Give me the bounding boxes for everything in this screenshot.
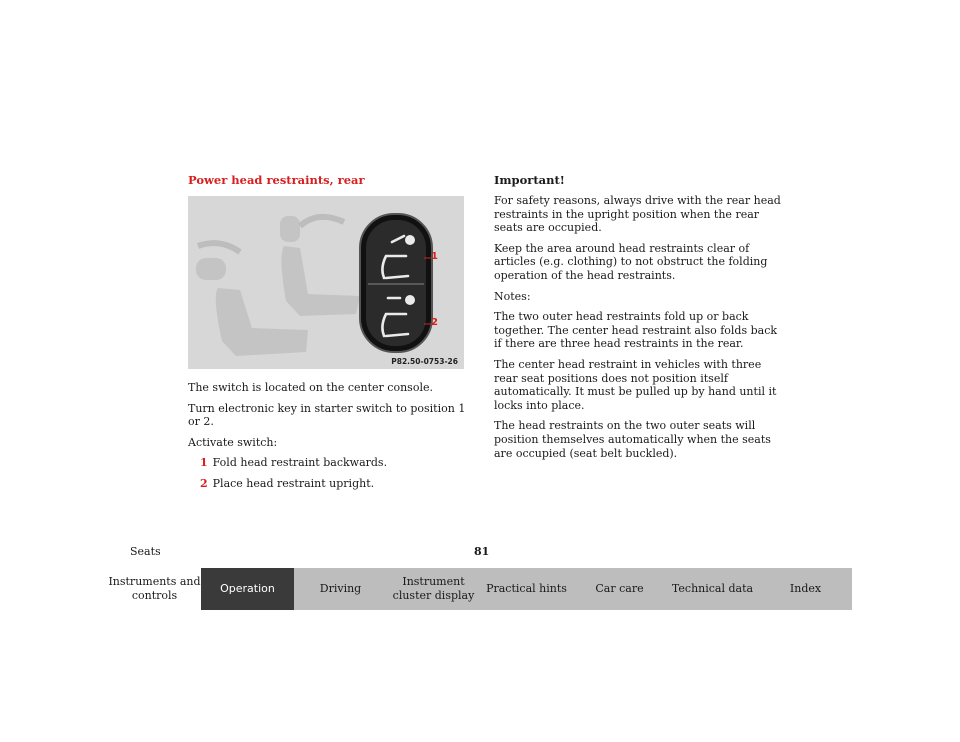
tab-instruments-and-controls[interactable] [108,568,201,610]
seat-illustration-icon [188,196,464,369]
step-number: 2 [200,476,208,490]
step-item [200,456,478,470]
left-column [188,170,478,498]
tab-practical-hints[interactable] [480,568,573,610]
step-text: Place head restraint upright. [212,476,375,490]
tab-label: Index [789,582,822,595]
tab-label: Instruments and controls [108,575,201,602]
right-column [494,170,784,467]
paragraph: The switch is located on the center console. [188,381,433,394]
tab-label: Practical hints [486,582,567,595]
paragraph: Keep the area around head restraints clear of articles (e.g. clothing) to not obstruct the folding operation of the head restraints. [494,241,768,282]
section-heading: Power head restraints, rear [188,173,365,187]
switch-illustration [188,196,464,369]
step-item [200,477,478,491]
tab-operation[interactable] [201,568,294,610]
page-number: 81 [474,545,490,558]
tab-technical-data[interactable] [666,568,759,610]
figure-code: P82.50-0753-26 [391,357,458,366]
tab-label: Instrument cluster display [392,575,475,602]
tab-index[interactable] [759,568,852,610]
tab-car-care[interactable] [573,568,666,610]
tab-label: Technical data [671,582,754,595]
paragraph: For safety reasons, always drive with the rear head restraints in the upright position when the rear seats are occupied. [494,194,781,235]
step-number: 1 [200,456,208,470]
tab-label: Operation [220,582,275,595]
tab-instrument-cluster-display[interactable] [387,568,480,610]
footer-section-title: Seats [130,545,161,558]
callout-1: 1 [431,251,438,262]
paragraph: Turn electronic key in starter switch to position 1 or 2. [188,401,466,429]
tab-label: Driving [319,582,362,595]
section-nav [108,568,852,610]
step-text: Fold head restraint backwards. [212,456,388,470]
tab-label: Car care [595,582,644,595]
paragraph: The center head restraint in vehicles with three rear seat positions does not position itself automatically. It must be pulled up by hand until it locks into place. [494,357,777,412]
paragraph: The head restraints on the two outer seats will position themselves automatically when the seats are occupied (seat belt buckled). [494,419,771,460]
paragraph: Activate switch: [188,435,278,449]
notes-heading: Notes: [494,289,531,303]
important-heading: Important! [494,173,565,187]
tab-driving[interactable] [294,568,387,610]
paragraph: The two outer head restraints fold up or back together. The center head restraint also folds back if there are three head restraints in the rear. [494,310,778,351]
callout-2: 2 [431,317,438,328]
